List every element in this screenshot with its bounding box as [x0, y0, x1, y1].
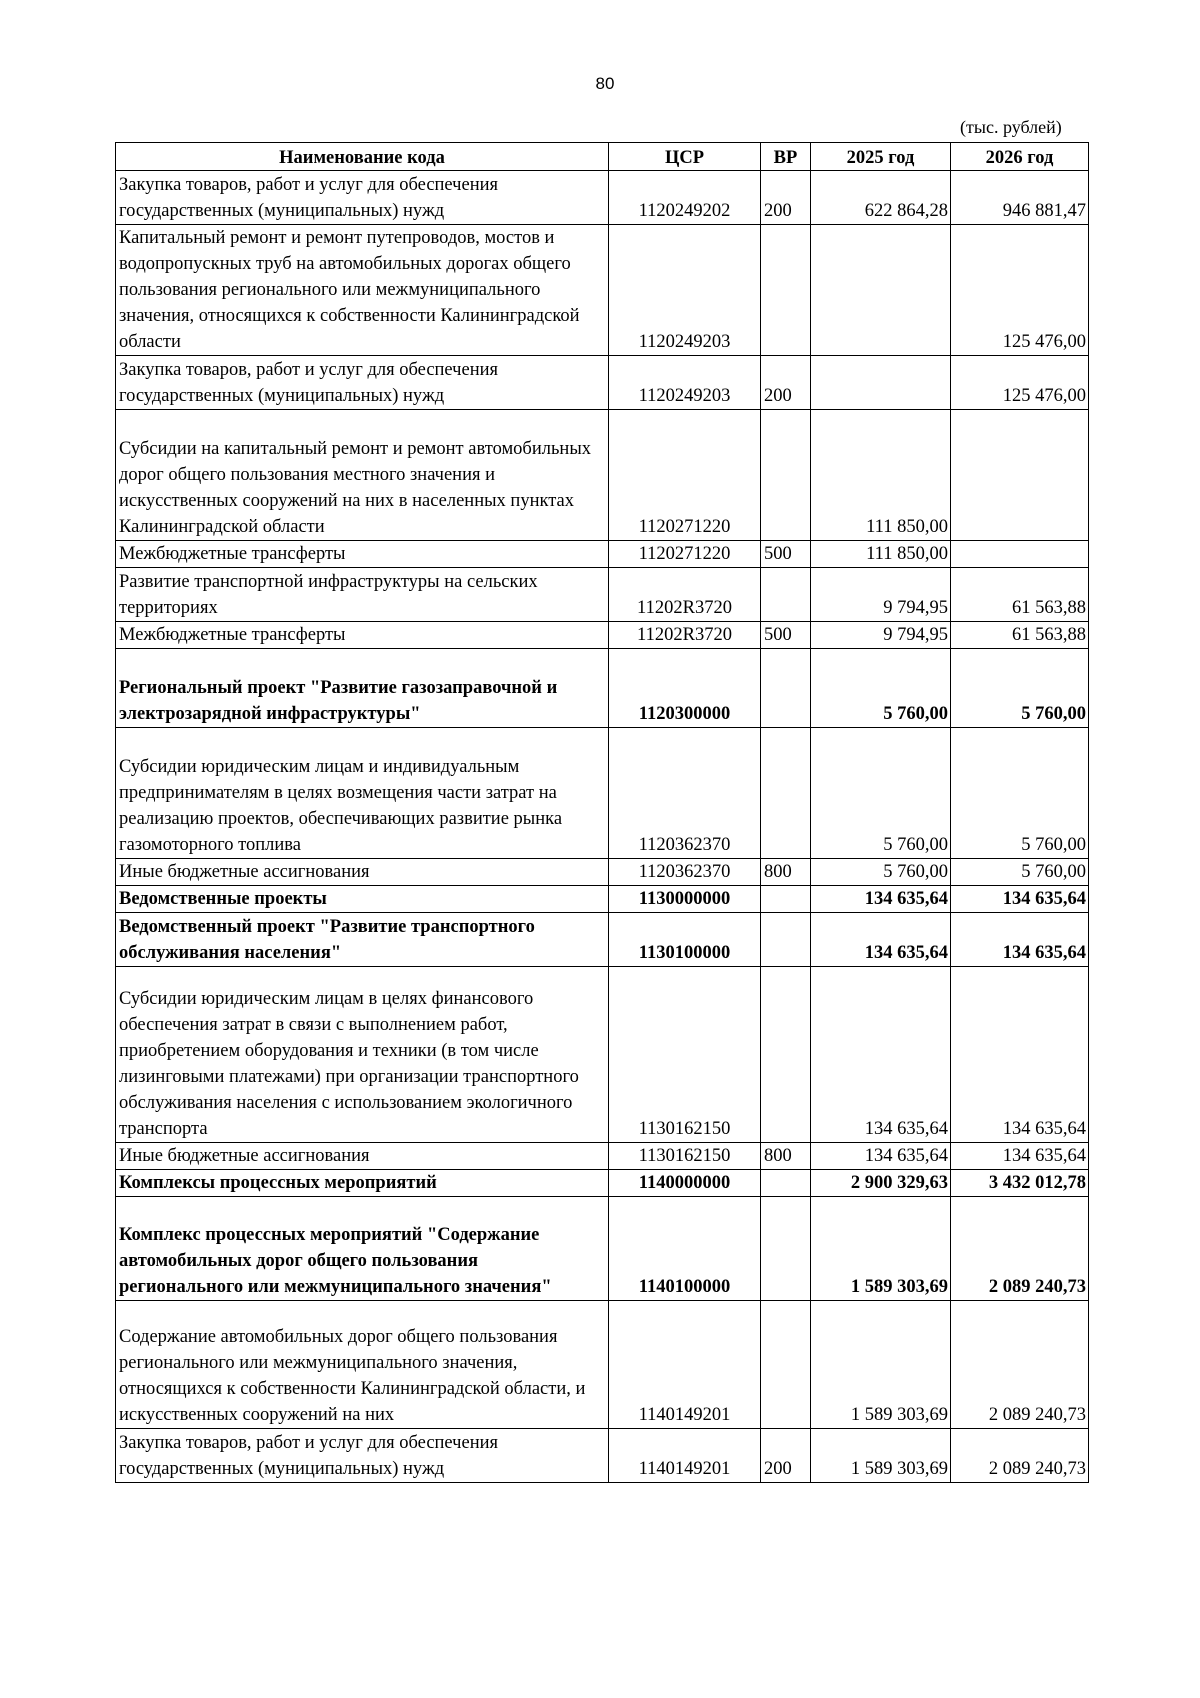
row-vr [761, 886, 811, 913]
row-vr [761, 913, 811, 967]
row-vr: 200 [761, 1429, 811, 1483]
row-value-2026 [951, 541, 1089, 568]
row-value-2026 [951, 410, 1089, 541]
row-value-2025 [811, 356, 951, 410]
row-csr: 1130100000 [609, 913, 761, 967]
header-2025: 2025 год [811, 143, 951, 171]
row-value-2025 [811, 225, 951, 356]
row-csr: 1130162150 [609, 1143, 761, 1170]
table-row [116, 568, 1089, 622]
row-name: Субсидии юридическим лицам и индивидуальным предпринимателям в целях возмещения части затрат на реализацию проектов, обеспечивающих развитие рынка газомоторного топлива [116, 728, 609, 859]
row-name: Комплекс процессных мероприятий "Содержание автомобильных дорог общего пользования регионального или межмуниципального значения" [116, 1197, 609, 1301]
row-name: Субсидии юридическим лицам в целях финансового обеспечения затрат в связи с выполнением работ, приобретением оборудования и техники (в том числе лизинговыми платежами) при организации транспортного обслуживания населения с использованием экологичного транспорта [116, 967, 609, 1143]
row-value-2025: 111 850,00 [811, 541, 951, 568]
table-header-row [116, 143, 1089, 171]
row-name: Ведомственные проекты [116, 886, 609, 913]
row-name: Ведомственный проект "Развитие транспортного обслуживания населения" [116, 913, 609, 967]
row-value-2025: 9 794,95 [811, 622, 951, 649]
row-name: Закупка товаров, работ и услуг для обеспечения государственных (муниципальных) нужд [116, 1429, 609, 1483]
table-row [116, 913, 1089, 967]
table-row [116, 622, 1089, 649]
header-name: Наименование кода [116, 143, 609, 171]
row-name: Субсидии на капитальный ремонт и ремонт автомобильных дорог общего пользования местного значения и искусственных сооружений на них в населенных пунктах Калининградской области [116, 410, 609, 541]
row-value-2026: 5 760,00 [951, 649, 1089, 728]
budget-table [115, 142, 1089, 1483]
page-number: 80 [595, 74, 615, 93]
row-csr: 1120249203 [609, 356, 761, 410]
row-vr: 500 [761, 622, 811, 649]
table-row [116, 1429, 1089, 1483]
row-value-2026: 2 089 240,73 [951, 1197, 1089, 1301]
row-vr: 200 [761, 356, 811, 410]
row-value-2025: 1 589 303,69 [811, 1197, 951, 1301]
table-row [116, 859, 1089, 886]
row-name: Капитальный ремонт и ремонт путепроводов, мостов и водопропускных труб на автомобильных дорогах общего пользования регионального или межмуниципального значения, относящихся к собственности Калининградской области [116, 225, 609, 356]
row-vr [761, 568, 811, 622]
row-vr [761, 225, 811, 356]
table-row [116, 410, 1089, 541]
row-value-2025: 9 794,95 [811, 568, 951, 622]
table-row [116, 1143, 1089, 1170]
row-value-2025: 111 850,00 [811, 410, 951, 541]
row-vr [761, 1197, 811, 1301]
table-body [116, 171, 1089, 1483]
row-value-2025: 5 760,00 [811, 728, 951, 859]
row-value-2026: 5 760,00 [951, 859, 1089, 886]
row-vr: 800 [761, 1143, 811, 1170]
row-csr: 1120300000 [609, 649, 761, 728]
row-value-2026: 134 635,64 [951, 913, 1089, 967]
table-row [116, 1197, 1089, 1301]
row-value-2026: 134 635,64 [951, 967, 1089, 1143]
row-csr: 1120271220 [609, 410, 761, 541]
row-value-2026: 2 089 240,73 [951, 1429, 1089, 1483]
row-vr [761, 728, 811, 859]
header-csr: ЦСР [609, 143, 761, 171]
row-value-2026: 946 881,47 [951, 171, 1089, 225]
table-row [116, 967, 1089, 1143]
row-name: Межбюджетные трансферты [116, 541, 609, 568]
row-value-2026: 125 476,00 [951, 225, 1089, 356]
row-csr: 1120362370 [609, 728, 761, 859]
row-csr: 1130162150 [609, 967, 761, 1143]
table-row [116, 1301, 1089, 1429]
row-vr [761, 1301, 811, 1429]
row-value-2025: 2 900 329,63 [811, 1170, 951, 1197]
table-row [116, 886, 1089, 913]
table-row [116, 728, 1089, 859]
row-csr: 1120249203 [609, 225, 761, 356]
row-vr [761, 649, 811, 728]
table-row [116, 225, 1089, 356]
row-csr: 11202R3720 [609, 568, 761, 622]
row-vr: 800 [761, 859, 811, 886]
row-value-2025: 1 589 303,69 [811, 1301, 951, 1429]
row-value-2025: 134 635,64 [811, 913, 951, 967]
table-row [116, 356, 1089, 410]
row-name: Иные бюджетные ассигнования [116, 1143, 609, 1170]
row-value-2025: 622 864,28 [811, 171, 951, 225]
row-value-2026: 3 432 012,78 [951, 1170, 1089, 1197]
row-csr: 1140000000 [609, 1170, 761, 1197]
row-name: Региональный проект "Развитие газозаправочной и электрозарядной инфраструктуры" [116, 649, 609, 728]
row-value-2026: 61 563,88 [951, 568, 1089, 622]
row-name: Развитие транспортной инфраструктуры на сельских территориях [116, 568, 609, 622]
row-vr [761, 1170, 811, 1197]
row-value-2025: 134 635,64 [811, 1143, 951, 1170]
table-row [116, 541, 1089, 568]
row-vr [761, 967, 811, 1143]
row-vr: 200 [761, 171, 811, 225]
row-value-2025: 1 589 303,69 [811, 1429, 951, 1483]
table-row [116, 649, 1089, 728]
header-vr: ВР [761, 143, 811, 171]
row-value-2025: 5 760,00 [811, 859, 951, 886]
row-name: Межбюджетные трансферты [116, 622, 609, 649]
row-name: Закупка товаров, работ и услуг для обеспечения государственных (муниципальных) нужд [116, 356, 609, 410]
row-value-2026: 2 089 240,73 [951, 1301, 1089, 1429]
row-value-2026: 61 563,88 [951, 622, 1089, 649]
row-csr: 11202R3720 [609, 622, 761, 649]
row-name: Содержание автомобильных дорог общего пользования регионального или межмуниципального значения, относящихся к собственности Калининградской области, и искусственных сооружений на них [116, 1301, 609, 1429]
units-note: (тыс. рублей) [960, 117, 1062, 137]
row-vr [761, 410, 811, 541]
header-2026: 2026 год [951, 143, 1089, 171]
row-csr: 1120249202 [609, 171, 761, 225]
table-row [116, 1170, 1089, 1197]
row-name: Иные бюджетные ассигнования [116, 859, 609, 886]
row-vr: 500 [761, 541, 811, 568]
row-csr: 1120271220 [609, 541, 761, 568]
row-csr: 1140149201 [609, 1429, 761, 1483]
row-csr: 1140149201 [609, 1301, 761, 1429]
row-csr: 1120362370 [609, 859, 761, 886]
row-value-2025: 5 760,00 [811, 649, 951, 728]
row-csr: 1130000000 [609, 886, 761, 913]
row-name: Закупка товаров, работ и услуг для обеспечения государственных (муниципальных) нужд [116, 171, 609, 225]
row-value-2025: 134 635,64 [811, 967, 951, 1143]
row-value-2025: 134 635,64 [811, 886, 951, 913]
row-value-2026: 134 635,64 [951, 1143, 1089, 1170]
row-csr: 1140100000 [609, 1197, 761, 1301]
row-value-2026: 125 476,00 [951, 356, 1089, 410]
table-row [116, 171, 1089, 225]
row-name: Комплексы процессных мероприятий [116, 1170, 609, 1197]
row-value-2026: 134 635,64 [951, 886, 1089, 913]
row-value-2026: 5 760,00 [951, 728, 1089, 859]
